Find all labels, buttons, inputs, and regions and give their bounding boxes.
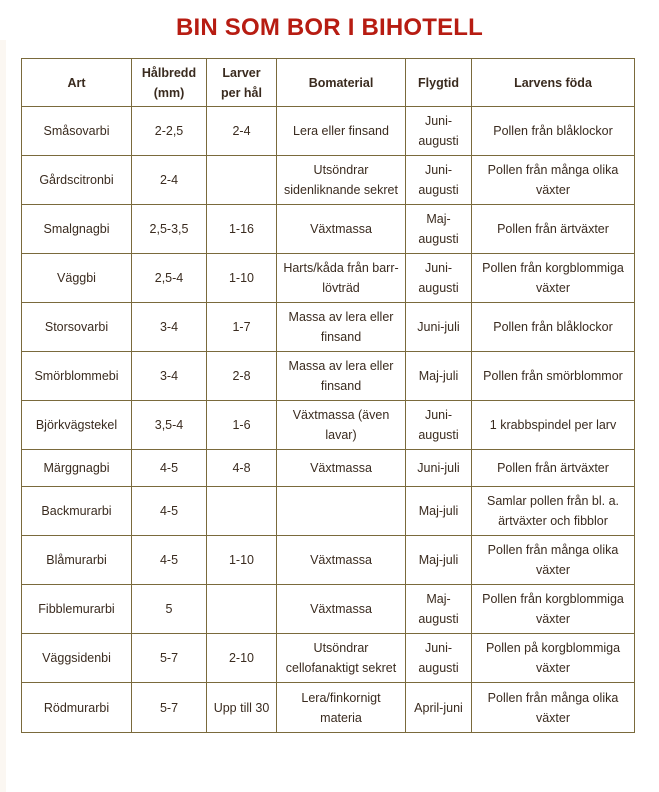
- cell-halbredd: 4-5: [132, 450, 207, 487]
- cell-larver: 1-6: [207, 401, 277, 450]
- cell-foda: Pollen från många olika växter: [472, 536, 635, 585]
- cell-larver: 4-8: [207, 450, 277, 487]
- cell-bomaterial: Massa av lera eller finsand: [277, 352, 406, 401]
- table-row: [22, 254, 635, 303]
- cell-flygtid: Juni-juli: [406, 303, 472, 352]
- cell-larver: 2-4: [207, 107, 277, 156]
- cell-foda: Pollen från ärtväxter: [472, 450, 635, 487]
- cell-art: Björkvägstekel: [22, 401, 132, 450]
- cell-halbredd: 3-4: [132, 303, 207, 352]
- cell-flygtid: Maj-augusti: [406, 585, 472, 634]
- cell-flygtid: Juni-augusti: [406, 254, 472, 303]
- table-row: [22, 450, 635, 487]
- cell-halbredd: 3-4: [132, 352, 207, 401]
- cell-bomaterial: [277, 487, 406, 536]
- table-row: [22, 536, 635, 585]
- cell-foda: Pollen från många olika växter: [472, 683, 635, 733]
- page-edge: [0, 40, 6, 792]
- cell-bomaterial: Växtmassa: [277, 536, 406, 585]
- table-row: [22, 683, 635, 733]
- header-foda: Larvens föda: [472, 59, 635, 107]
- cell-art: Rödmurarbi: [22, 683, 132, 733]
- cell-halbredd: 5-7: [132, 634, 207, 683]
- table-row: [22, 634, 635, 683]
- cell-flygtid: Maj-juli: [406, 536, 472, 585]
- cell-larver: [207, 156, 277, 205]
- cell-foda: Pollen från smörblommor: [472, 352, 635, 401]
- cell-flygtid: Juni-augusti: [406, 634, 472, 683]
- cell-bomaterial: Utsöndrar cellofanaktigt sekret: [277, 634, 406, 683]
- cell-bomaterial: Harts/kåda från barr-lövträd: [277, 254, 406, 303]
- cell-larver: 2-10: [207, 634, 277, 683]
- cell-bomaterial: Växtmassa: [277, 450, 406, 487]
- cell-larver: 1-7: [207, 303, 277, 352]
- cell-foda: Pollen från korgblommiga växter: [472, 585, 635, 634]
- cell-halbredd: 2-2,5: [132, 107, 207, 156]
- cell-art: Märggnagbi: [22, 450, 132, 487]
- cell-bomaterial: Växtmassa (även lavar): [277, 401, 406, 450]
- bee-table: [21, 58, 635, 733]
- cell-flygtid: Maj-juli: [406, 487, 472, 536]
- cell-foda: Pollen från många olika växter: [472, 156, 635, 205]
- cell-flygtid: Juni-augusti: [406, 107, 472, 156]
- table-row: [22, 303, 635, 352]
- table-row: [22, 156, 635, 205]
- cell-halbredd: 4-5: [132, 536, 207, 585]
- cell-flygtid: Maj-juli: [406, 352, 472, 401]
- cell-halbredd: 2,5-3,5: [132, 205, 207, 254]
- header-larver: Larver per hål: [207, 59, 277, 107]
- table-header-row: [22, 59, 635, 107]
- cell-larver: [207, 585, 277, 634]
- cell-foda: 1 krabbspindel per larv: [472, 401, 635, 450]
- cell-halbredd: 2-4: [132, 156, 207, 205]
- cell-art: Väggsidenbi: [22, 634, 132, 683]
- cell-flygtid: Juni-juli: [406, 450, 472, 487]
- cell-art: Storsovarbi: [22, 303, 132, 352]
- table-row: [22, 205, 635, 254]
- header-halbredd: Hålbredd (mm): [132, 59, 207, 107]
- table-row: [22, 352, 635, 401]
- cell-larver: Upp till 30: [207, 683, 277, 733]
- cell-art: Backmurarbi: [22, 487, 132, 536]
- header-art: Art: [22, 59, 132, 107]
- cell-foda: Pollen från ärtväxter: [472, 205, 635, 254]
- cell-flygtid: Juni-augusti: [406, 156, 472, 205]
- cell-larver: 1-10: [207, 536, 277, 585]
- cell-bomaterial: Massa av lera eller finsand: [277, 303, 406, 352]
- cell-halbredd: 4-5: [132, 487, 207, 536]
- table-row: [22, 401, 635, 450]
- cell-art: Gårdscitronbi: [22, 156, 132, 205]
- page-title: BIN SOM BOR I BIHOTELL: [175, 14, 484, 41]
- cell-halbredd: 2,5-4: [132, 254, 207, 303]
- cell-art: Fibblemurarbi: [22, 585, 132, 634]
- cell-bomaterial: Lera/finkornigt materia: [277, 683, 406, 733]
- cell-bomaterial: Växtmassa: [277, 205, 406, 254]
- cell-flygtid: Juni-augusti: [406, 401, 472, 450]
- cell-bomaterial: Lera eller finsand: [277, 107, 406, 156]
- cell-foda: Pollen från blåklockor: [472, 303, 635, 352]
- cell-larver: 1-10: [207, 254, 277, 303]
- header-flygtid: Flygtid: [406, 59, 472, 107]
- cell-larver: 2-8: [207, 352, 277, 401]
- cell-art: Smalgnagbi: [22, 205, 132, 254]
- cell-flygtid: April-juni: [406, 683, 472, 733]
- cell-flygtid: Maj-augusti: [406, 205, 472, 254]
- cell-art: Smörblommebi: [22, 352, 132, 401]
- cell-halbredd: 5: [132, 585, 207, 634]
- cell-foda: Samlar pollen från bl. a. ärtväxter och fibblor: [472, 487, 635, 536]
- cell-foda: Pollen från blåklockor: [472, 107, 635, 156]
- header-bomaterial: Bomaterial: [277, 59, 406, 107]
- cell-art: Väggbi: [22, 254, 132, 303]
- cell-art: Småsovarbi: [22, 107, 132, 156]
- table-row: [22, 585, 635, 634]
- cell-larver: 1-16: [207, 205, 277, 254]
- cell-foda: Pollen på korgblommiga växter: [472, 634, 635, 683]
- cell-bomaterial: Växtmassa: [277, 585, 406, 634]
- cell-art: Blåmurarbi: [22, 536, 132, 585]
- table-row: [22, 107, 635, 156]
- cell-halbredd: 5-7: [132, 683, 207, 733]
- cell-larver: [207, 487, 277, 536]
- table-row: [22, 487, 635, 536]
- cell-foda: Pollen från korgblommiga växter: [472, 254, 635, 303]
- cell-bomaterial: Utsöndrar sidenliknande sekret: [277, 156, 406, 205]
- cell-halbredd: 3,5-4: [132, 401, 207, 450]
